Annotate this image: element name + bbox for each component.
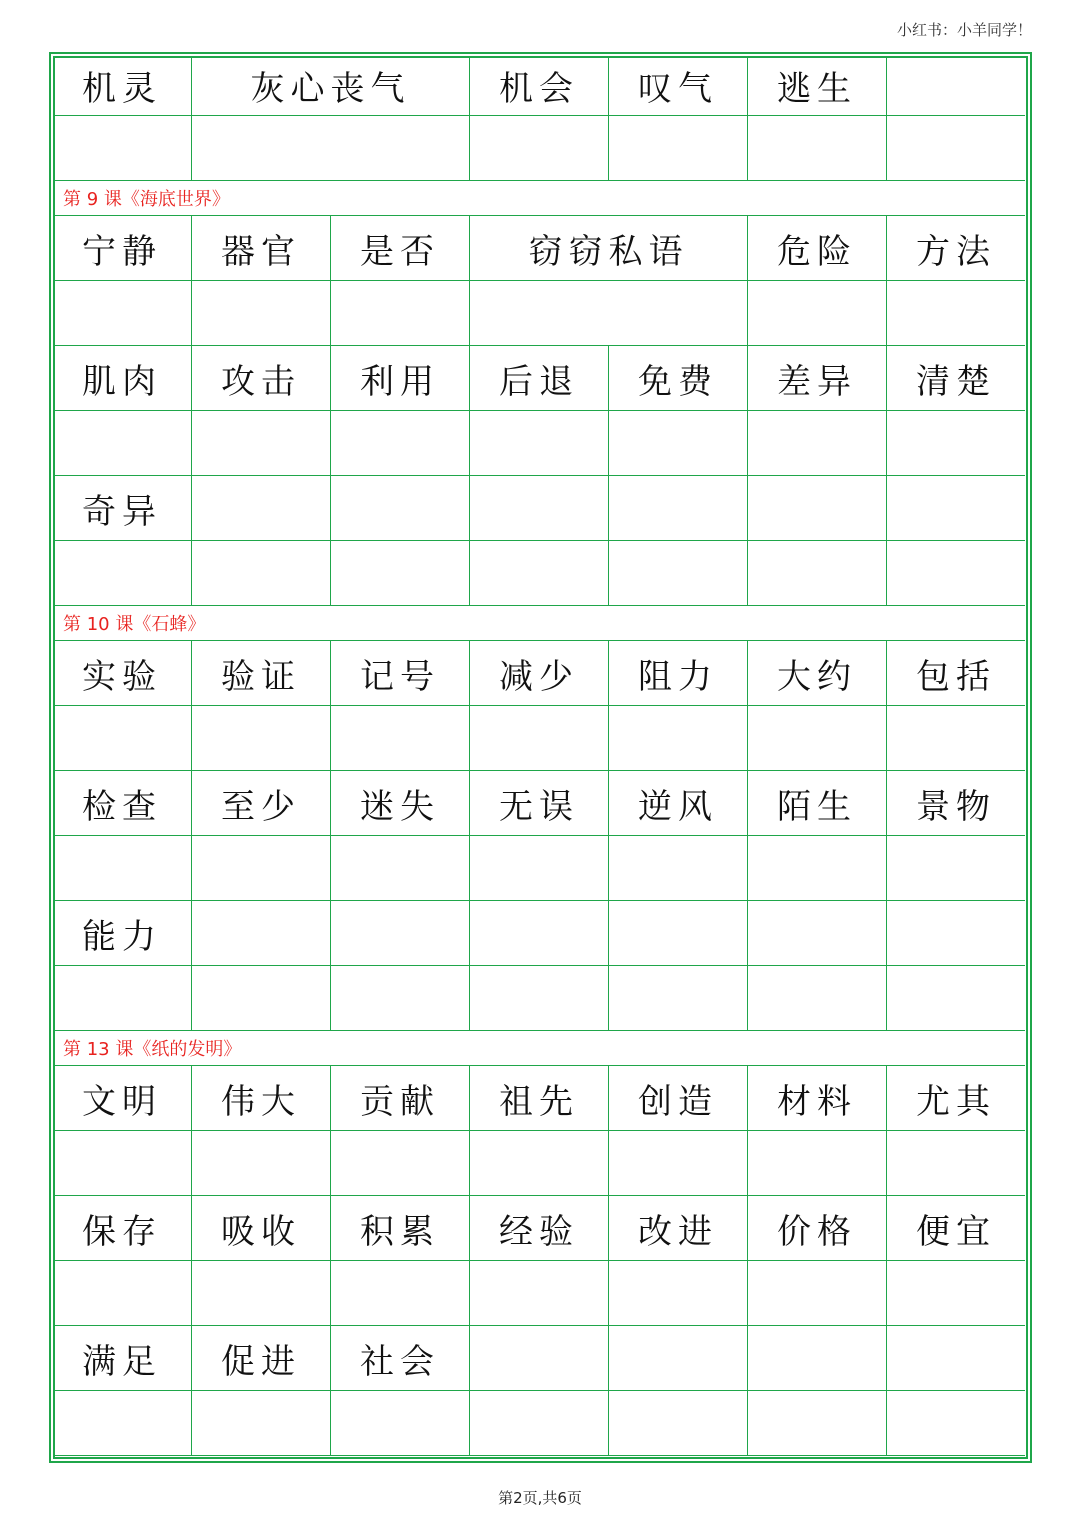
word-cell: 肌肉 [53, 346, 192, 411]
practice-cell [192, 1391, 331, 1456]
word-row [53, 346, 1025, 411]
practice-cell [609, 1131, 748, 1196]
practice-cell [887, 1391, 1025, 1456]
practice-cell [470, 1131, 609, 1196]
practice-cell [331, 1261, 470, 1326]
empty-cell [470, 1326, 609, 1391]
practice-cell [748, 966, 887, 1031]
practice-cell [609, 411, 748, 476]
empty-cell [192, 476, 331, 541]
practice-cell [609, 706, 748, 771]
vocabulary-grid [53, 56, 1025, 1456]
practice-cell [748, 1131, 887, 1196]
word-cell: 验证 [192, 641, 331, 706]
word-cell: 实验 [53, 641, 192, 706]
practice-cell [53, 706, 192, 771]
empty-cell [609, 476, 748, 541]
empty-cell [331, 476, 470, 541]
practice-cell [192, 541, 331, 606]
word-cell: 方法 [887, 216, 1025, 281]
practice-cell [331, 966, 470, 1031]
word-cell: 利用 [331, 346, 470, 411]
word-cell: 改进 [609, 1196, 748, 1261]
practice-cell [470, 1261, 609, 1326]
practice-cell [609, 966, 748, 1031]
word-row [53, 216, 1025, 281]
practice-cell [192, 281, 331, 346]
practice-cell [470, 706, 609, 771]
empty-cell [470, 476, 609, 541]
practice-cell [609, 1391, 748, 1456]
word-row [53, 771, 1025, 836]
word-cell: 灰心丧气 [192, 56, 470, 116]
word-cell: 至少 [192, 771, 331, 836]
practice-row [53, 966, 1025, 1031]
empty-cell [331, 901, 470, 966]
word-cell: 逃生 [748, 56, 887, 116]
empty-cell [887, 901, 1025, 966]
word-cell: 满足 [53, 1326, 192, 1391]
practice-cell [331, 541, 470, 606]
practice-cell [331, 1391, 470, 1456]
word-cell: 阻力 [609, 641, 748, 706]
practice-cell [192, 411, 331, 476]
word-cell: 攻击 [192, 346, 331, 411]
practice-cell [609, 1261, 748, 1326]
word-cell: 宁静 [53, 216, 192, 281]
empty-cell [192, 901, 331, 966]
practice-row [53, 1261, 1025, 1326]
word-cell: 价格 [748, 1196, 887, 1261]
practice-cell [470, 836, 609, 901]
empty-cell [748, 476, 887, 541]
word-cell: 积累 [331, 1196, 470, 1261]
empty-cell [887, 56, 1025, 116]
word-cell: 清楚 [887, 346, 1025, 411]
word-cell: 是否 [331, 216, 470, 281]
word-row [53, 56, 1025, 116]
practice-cell [887, 541, 1025, 606]
practice-cell [887, 411, 1025, 476]
empty-cell [887, 1326, 1025, 1391]
practice-cell [748, 1391, 887, 1456]
word-cell: 危险 [748, 216, 887, 281]
practice-cell [748, 281, 887, 346]
word-row [53, 1066, 1025, 1131]
practice-cell [609, 116, 748, 181]
practice-cell [748, 836, 887, 901]
word-cell: 记号 [331, 641, 470, 706]
practice-cell [470, 541, 609, 606]
word-cell: 尤其 [887, 1066, 1025, 1131]
word-cell: 材料 [748, 1066, 887, 1131]
practice-cell [887, 281, 1025, 346]
practice-cell [748, 706, 887, 771]
word-cell: 吸收 [192, 1196, 331, 1261]
word-cell: 差异 [748, 346, 887, 411]
practice-cell [887, 706, 1025, 771]
practice-cell [887, 836, 1025, 901]
empty-cell [609, 1326, 748, 1391]
word-cell: 社会 [331, 1326, 470, 1391]
practice-cell [609, 836, 748, 901]
empty-cell [470, 901, 609, 966]
word-cell: 逆风 [609, 771, 748, 836]
practice-cell [887, 116, 1025, 181]
lesson-13-heading: 第 13 课《纸的发明》 [53, 1031, 1025, 1066]
page-number: 第2页,共6页 [498, 1489, 582, 1507]
practice-cell [192, 966, 331, 1031]
practice-cell [470, 411, 609, 476]
word-cell: 机会 [470, 56, 609, 116]
practice-cell [53, 836, 192, 901]
word-cell: 减少 [470, 641, 609, 706]
practice-row [53, 836, 1025, 901]
practice-cell [53, 1131, 192, 1196]
word-row [53, 476, 1025, 541]
practice-cell [609, 541, 748, 606]
practice-cell [331, 411, 470, 476]
word-cell: 窃窃私语 [470, 216, 748, 281]
practice-cell [470, 966, 609, 1031]
empty-cell [609, 901, 748, 966]
word-cell: 迷失 [331, 771, 470, 836]
practice-cell [192, 1131, 331, 1196]
practice-row [53, 541, 1025, 606]
practice-cell [887, 1131, 1025, 1196]
word-cell: 包括 [887, 641, 1025, 706]
word-cell: 便宜 [887, 1196, 1025, 1261]
practice-cell [470, 116, 609, 181]
word-cell: 促进 [192, 1326, 331, 1391]
practice-cell [470, 1391, 609, 1456]
watermark: 小红书：小羊同学！ [896, 21, 1032, 39]
practice-cell [192, 706, 331, 771]
practice-cell [331, 1131, 470, 1196]
word-cell: 伟大 [192, 1066, 331, 1131]
practice-row [53, 116, 1025, 181]
word-cell: 机灵 [53, 56, 192, 116]
word-cell: 保存 [53, 1196, 192, 1261]
practice-cell [53, 411, 192, 476]
empty-cell [748, 901, 887, 966]
practice-cell [887, 966, 1025, 1031]
word-row [53, 641, 1025, 706]
word-row [53, 1196, 1025, 1261]
word-cell: 陌生 [748, 771, 887, 836]
practice-cell [748, 116, 887, 181]
practice-cell [331, 836, 470, 901]
empty-cell [887, 476, 1025, 541]
practice-cell [192, 1261, 331, 1326]
practice-cell [53, 541, 192, 606]
practice-cell [887, 1261, 1025, 1326]
practice-cell [53, 116, 192, 181]
word-cell: 器官 [192, 216, 331, 281]
word-cell: 祖先 [470, 1066, 609, 1131]
word-cell: 经验 [470, 1196, 609, 1261]
practice-row [53, 706, 1025, 771]
lesson-10-heading: 第 10 课《石蜂》 [53, 606, 1025, 641]
word-cell: 景物 [887, 771, 1025, 836]
word-cell: 免费 [609, 346, 748, 411]
word-cell: 贡献 [331, 1066, 470, 1131]
word-cell: 大约 [748, 641, 887, 706]
practice-cell [53, 1261, 192, 1326]
practice-row [53, 411, 1025, 476]
practice-cell [53, 281, 192, 346]
practice-row [53, 281, 1025, 346]
practice-cell [192, 116, 470, 181]
practice-cell [53, 1391, 192, 1456]
empty-cell [748, 1326, 887, 1391]
word-cell: 无误 [470, 771, 609, 836]
word-cell: 创造 [609, 1066, 748, 1131]
practice-cell [53, 966, 192, 1031]
word-row [53, 1326, 1025, 1391]
word-cell: 文明 [53, 1066, 192, 1131]
practice-row [53, 1391, 1025, 1456]
practice-cell [192, 836, 331, 901]
word-cell: 叹气 [609, 56, 748, 116]
practice-cell [748, 541, 887, 606]
practice-cell [331, 281, 470, 346]
word-row [53, 901, 1025, 966]
word-cell: 检查 [53, 771, 192, 836]
practice-cell [470, 281, 748, 346]
practice-cell [748, 1261, 887, 1326]
word-cell: 后退 [470, 346, 609, 411]
practice-row [53, 1131, 1025, 1196]
practice-cell [748, 411, 887, 476]
lesson-9-heading: 第 9 课《海底世界》 [53, 181, 1025, 216]
practice-cell [331, 706, 470, 771]
word-cell: 能力 [53, 901, 192, 966]
word-cell: 奇异 [53, 476, 192, 541]
